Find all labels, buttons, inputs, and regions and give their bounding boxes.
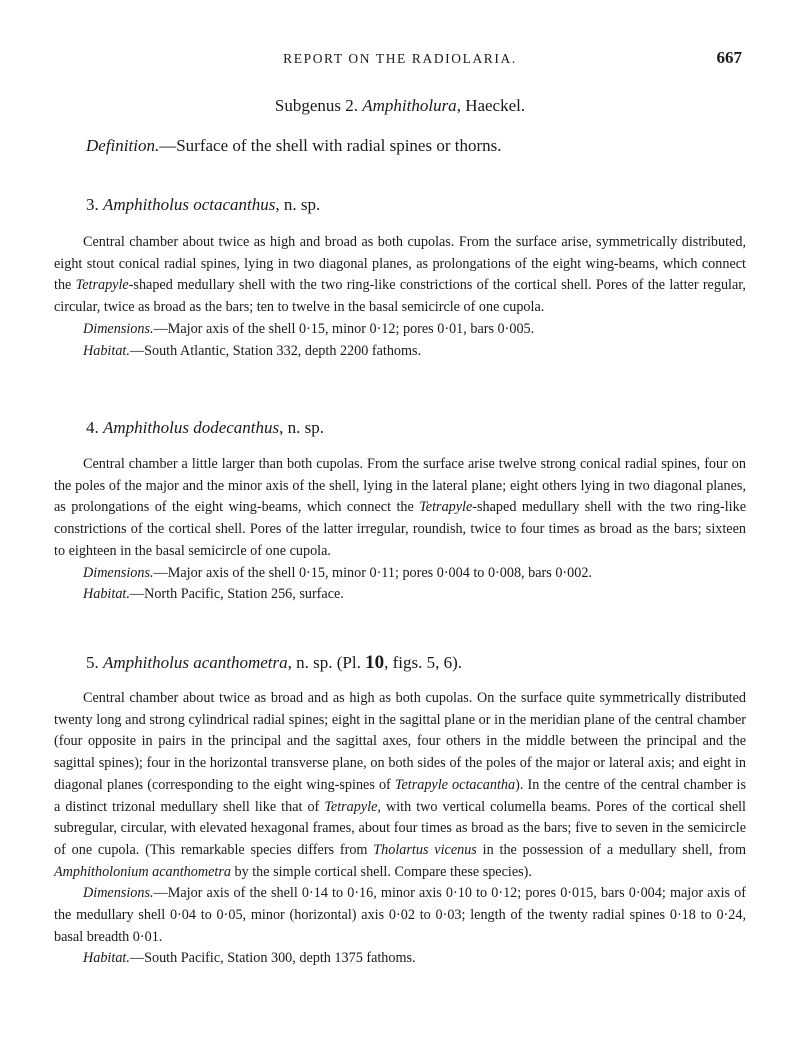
subgenus-name: Amphitholura [362, 96, 457, 115]
definition [86, 136, 766, 156]
dimensions-line [54, 319, 746, 341]
description-text: -shaped medullary shell with the two ring-like constrictions of the cortical shell. Pores of the latter regular, circular, twice as broad as the bars; ten to twelve in the basal semicircle of one cupola. [54, 277, 746, 316]
species-number: 5. [86, 653, 99, 672]
species-heading-4 [86, 418, 324, 438]
habitat-label: Habitat. [83, 586, 130, 603]
dimensions-line [54, 563, 746, 585]
dimensions-line [54, 883, 746, 948]
species-number: 3. [86, 195, 99, 214]
description-text: Central chamber about twice as high and broad as both cupolas. From the surface arise, symmetrically distributed, eight stout conical radial spines, lying in two diagonal planes, as prolongations of the eight wing-beams, which connect the [54, 234, 746, 294]
habitat-line [54, 584, 746, 606]
description-paragraph [54, 688, 746, 883]
species-description-3 [54, 232, 746, 362]
dimensions-label: Dimensions. [83, 564, 154, 581]
description-text: ). In the centre of the central chamber is a distinct trizonal medullary shell like that of [54, 776, 747, 815]
dimensions-text: —Major axis of the shell 0·14 to 0·16, minor axis 0·10 to 0·12; pores 0·015, bars 0·004; major axis of the medullary shell 0·04 to 0·05, minor (horizontal) axis 0·02 to 0·03; length of the twenty radial spines 0·18 to 0·24, basal breadth 0·01. [54, 885, 746, 945]
subgenus-author: , Haeckel. [456, 96, 526, 115]
habitat-line [54, 948, 746, 970]
subgenus-heading [0, 96, 800, 116]
description-italic: Amphitholonium acanthometra [54, 863, 231, 880]
dimensions-label: Dimensions. [83, 320, 154, 337]
description-text: Central chamber a little larger than both cupolas. From the surface arise twelve strong conical radial spines, four on the poles of the major and the minor axis of the shell, lying in the lateral plane; eight others lying in two diagonal planes, as prolongations of the eight wing-beams, which connect the [54, 456, 746, 516]
description-italic: Tetrapyle [75, 277, 129, 294]
description-text: Central chamber about twice as broad and as high as both cupolas. On the surface quite symmetrically distributed twenty long and strong cylindrical radial spines; eight in the sagittal plane or in the meridian plane of the central chamber (four opposite in pairs in the principal and the sagittal axes, four others in the middle between the principal and the sagittal spines); four in the horizontal transverse plane, on both sides of the poles of the major or lateral axis; and eight in diagonal planes (corresponding to the eight wing-spines of [54, 690, 746, 793]
subgenus-prefix: Subgenus 2. [274, 96, 363, 115]
description-italic: Tetrapyle [324, 798, 378, 815]
description-text: in the possession of a medullary shell, from [476, 841, 747, 858]
description-text: , with two vertical columella beams. Pores of the cortical shell subregular, circular, with elevated hexagonal frames, about four times as broad as the bars; five to seven in the semicircle of one cupola. (This remarkable species differs from [54, 798, 746, 858]
definition-text: —Surface of the shell with radial spines or thorns. [159, 136, 502, 155]
habitat-text: —North Pacific, Station 256, surface. [129, 586, 344, 603]
species-description-5 [54, 688, 746, 970]
species-description-4 [54, 454, 746, 606]
species-name: Amphitholus acanthometra [103, 653, 288, 672]
habitat-text: —South Atlantic, Station 332, depth 2200 fathoms. [129, 342, 422, 359]
species-heading-5 [86, 652, 462, 674]
dimensions-text: —Major axis of the shell 0·15, minor 0·11; pores 0·004 to 0·008, bars 0·002. [153, 564, 592, 581]
page-number: 667 [716, 48, 742, 67]
plate-number: 10 [365, 652, 385, 673]
dimensions-text: —Major axis of the shell 0·15, minor 0·12; pores 0·01, bars 0·005. [153, 320, 535, 337]
species-name: Amphitholus dodecanthus [103, 418, 280, 437]
description-text: -shaped medullary shell with the two ring-like constrictions of the cortical shell. Pores of the latter irregular, roundish, twice to four times as broad as the bars; sixteen to eighteen in the basal semicircle of one cupola. [54, 499, 746, 559]
habitat-line [54, 341, 746, 363]
description-paragraph [54, 232, 746, 319]
description-italic: Tetrapyle [419, 499, 473, 516]
habitat-text: —South Pacific, Station 300, depth 1375 fathoms. [129, 950, 416, 967]
species-suffix: , n. sp. [279, 418, 325, 437]
species-suffix: , n. sp. [275, 195, 321, 214]
definition-label: Definition. [86, 136, 160, 155]
description-text: by the simple cortical shell. Compare these species). [230, 863, 532, 880]
habitat-label: Habitat. [83, 342, 130, 359]
page-header [0, 48, 800, 72]
habitat-label: Habitat. [83, 950, 130, 967]
running-title: REPORT ON THE RADIOLARIA. [283, 51, 517, 66]
species-name: Amphitholus octacanthus [103, 195, 276, 214]
dimensions-label: Dimensions. [83, 885, 154, 902]
species-figs: , figs. 5, 6). [384, 653, 463, 672]
description-italic: Tetrapyle octacantha [394, 776, 516, 793]
species-heading-3 [86, 195, 320, 215]
species-suffix: , n. sp. (Pl. [287, 653, 366, 672]
species-number: 4. [86, 418, 99, 437]
description-italic: Tholartus vicenus [373, 841, 477, 858]
description-paragraph [54, 454, 746, 563]
